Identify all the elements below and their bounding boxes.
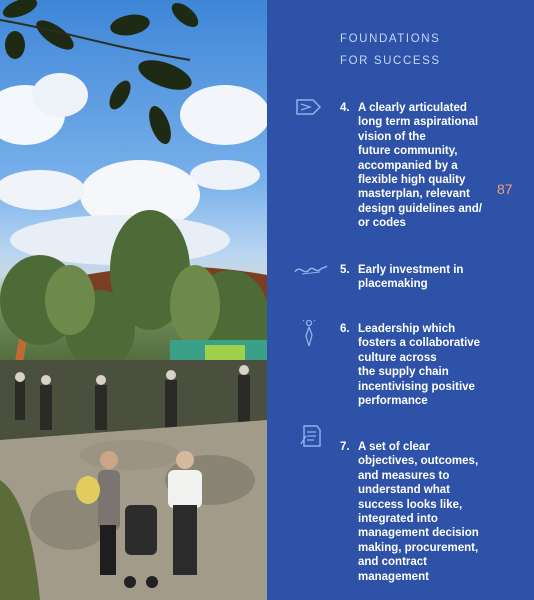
item-7-line-1 (340, 440, 479, 454)
item-6-line-6: performance (358, 395, 428, 408)
item-7-line-10: management (358, 570, 429, 583)
list-item-6 (340, 322, 480, 408)
item-6-line-5: incentivising positive (358, 380, 475, 393)
section-heading (340, 28, 441, 72)
list-item-7 (340, 440, 479, 584)
item-4-line-1 (340, 101, 482, 115)
item-4-line-3: vision of the (358, 130, 426, 143)
item-6-line-3: culture across (358, 351, 437, 364)
item-4-line-2: long term aspirational (358, 116, 479, 129)
document-icon (300, 424, 322, 448)
page-number: 87 (497, 181, 513, 197)
item-7-line-2: objectives, outcomes, (358, 455, 479, 468)
item-6-line-4: the supply chain (358, 366, 449, 379)
item-7-line-3: and measures to (358, 469, 450, 482)
item-5-line-2: placemaking (358, 278, 428, 291)
squiggle-icon (294, 262, 328, 278)
heading-line-1: FOUNDATIONS (340, 33, 441, 45)
item-4-line-4: future community, (358, 145, 458, 158)
item-4-line-9: or codes (358, 217, 406, 230)
item-7-number: 7. (340, 441, 350, 453)
list-item-5 (340, 263, 463, 292)
item-4-line-5: accompanied by a (358, 159, 458, 172)
item-6-line-2: fosters a collaborative (358, 337, 481, 350)
item-5-text-1: Early investment in (358, 264, 464, 276)
item-4-line-7: masterplan, relevant (358, 188, 470, 201)
item-7-line-5: success looks like, (358, 498, 463, 511)
heading-line-2: FOR SUCCESS (340, 55, 441, 67)
item-6-line-1 (340, 322, 480, 336)
item-7-line-8: making, procurement, (358, 541, 479, 554)
item-4-line-6: flexible high quality (358, 174, 466, 187)
item-6-number: 6. (340, 323, 350, 335)
item-7-line-6: integrated into (358, 513, 438, 526)
item-7-line-4: understand what (358, 484, 451, 497)
list-item-4 (340, 101, 482, 231)
item-7-line-7: management decision (358, 527, 479, 540)
item-6-text-1: Leadership which (358, 323, 456, 335)
item-4-number: 4. (340, 102, 350, 114)
pencil-arrow-icon (295, 97, 323, 117)
item-5-number: 5. (340, 264, 350, 276)
item-7-text-1: A set of clear (358, 441, 430, 453)
item-4-line-8: design guidelines and/ (358, 202, 482, 215)
figure-icon (300, 318, 318, 348)
item-4-text-1: A clearly articulated (358, 102, 467, 114)
item-7-line-9: and contract (358, 556, 428, 569)
item-5-line-1 (340, 263, 463, 277)
